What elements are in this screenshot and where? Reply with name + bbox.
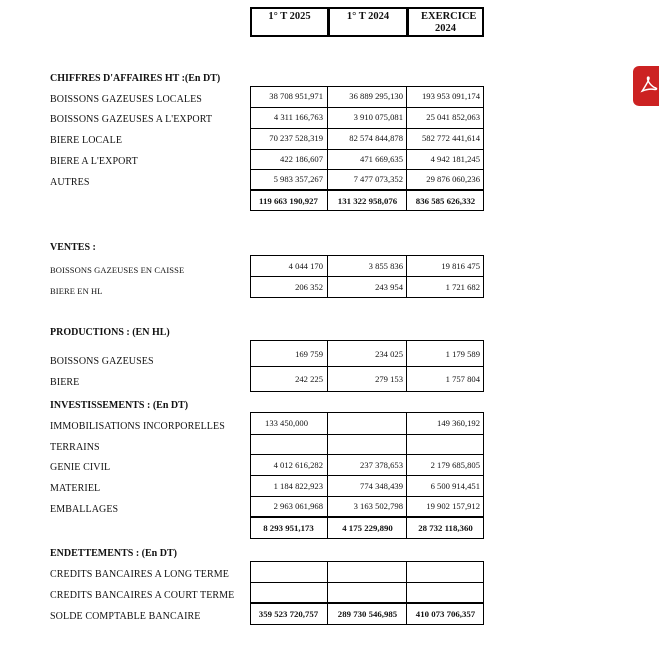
total-cell: 289 730 546,985 [337, 609, 398, 619]
table-cell: 422 186,607 [280, 154, 323, 164]
table-cell: 471 669,635 [360, 154, 403, 164]
table-cell: 279 153 [375, 374, 403, 384]
table-cell: 193 953 091,174 [421, 91, 480, 101]
row-label: CREDITS BANCAIRES A LONG TERME [50, 569, 229, 580]
row-label: BIERE EN HL [50, 286, 103, 296]
table-cell: 169 759 [295, 349, 323, 359]
adobe-pdf-icon [640, 76, 658, 94]
table-cell: 1 721 682 [445, 282, 480, 292]
table-cell: 1 184 822,923 [273, 481, 323, 491]
table-cell: 1 757 804 [445, 374, 480, 384]
table-cell: 4 942 181,245 [430, 154, 480, 164]
table-cell: 237 378,653 [360, 460, 403, 470]
section-title-ca: CHIFFRES D'AFFAIRES HT :(En DT) [50, 73, 221, 84]
total-cell: 8 293 951,173 [263, 523, 314, 533]
row-label: CREDITS BANCAIRES A COURT TERME [50, 590, 235, 601]
table-cell: 70 237 528,319 [269, 133, 323, 143]
pdf-open-button[interactable] [633, 66, 659, 106]
total-cell: 119 663 190,927 [259, 196, 318, 206]
total-cell: 836 585 626,332 [415, 196, 476, 206]
row-label: BOISSONS GAZEUSES EN CAISSE [50, 265, 185, 275]
table-cell: 4 311 166,763 [273, 112, 323, 122]
row-label: MATERIEL [50, 483, 101, 494]
table-cell: 582 772 441,614 [421, 133, 480, 143]
table-cell: 5 983 357,267 [273, 174, 323, 184]
table-cell: 82 574 844,878 [349, 133, 403, 143]
row-label: IMMOBILISATIONS INCORPORELLES [50, 421, 225, 432]
row-label: BOISSONS GAZEUSES [50, 356, 154, 367]
table-cell: 774 348,439 [360, 481, 403, 491]
total-cell: 28 732 118,360 [418, 523, 473, 533]
row-label: EMBALLAGES [50, 504, 119, 515]
section-title-endettements: ENDETTEMENTS : (En DT) [50, 548, 177, 559]
table-cell: 2 179 685,805 [430, 460, 480, 470]
table-cell: 3 855 836 [368, 261, 403, 271]
total-cell: 131 322 958,076 [337, 196, 398, 206]
total-cell: 4 175 229,890 [342, 523, 393, 533]
header-exercice-2024: EXERCICE 2024 [407, 7, 484, 37]
table-cell: 3 910 075,081 [353, 112, 403, 122]
row-label: BOISSONS GAZEUSES A L'EXPORT [50, 114, 213, 125]
section-title-productions: PRODUCTIONS : (EN HL) [50, 327, 170, 338]
row-label: SOLDE COMPTABLE BANCAIRE [50, 611, 201, 622]
row-label: BOISSONS GAZEUSES LOCALES [50, 94, 202, 105]
table-cell: 2 963 061,968 [273, 501, 323, 511]
row-label: AUTRES [50, 177, 90, 188]
table-cell: 1 179 589 [445, 349, 480, 359]
table-cell: 7 477 073,352 [353, 174, 403, 184]
table-cell: 234 025 [375, 349, 403, 359]
table-cell: 133 450,000 [265, 418, 308, 428]
table-cell: 242 225 [295, 374, 323, 384]
section-title-ventes: VENTES : [50, 242, 96, 253]
table-cell: 25 041 852,063 [426, 112, 480, 122]
row-label: GENIE CIVIL [50, 462, 111, 473]
table-cell: 36 889 295,130 [349, 91, 403, 101]
table-cell: 4 012 616,282 [273, 460, 323, 470]
table-cell: 243 954 [375, 282, 403, 292]
table-cell: 38 708 951,971 [269, 91, 323, 101]
table-cell: 206 352 [295, 282, 323, 292]
row-label: BIERE A L'EXPORT [50, 156, 138, 167]
table-cell: 4 044 170 [288, 261, 323, 271]
table-cell: 3 163 502,798 [353, 501, 403, 511]
table-cell: 6 500 914,451 [430, 481, 480, 491]
table-cell: 19 816 475 [441, 261, 480, 271]
row-label: BIERE LOCALE [50, 135, 123, 146]
total-cell: 359 523 720,757 [258, 609, 319, 619]
table-cell: 149 360,192 [437, 418, 480, 428]
header-q1-2025: 1° T 2025 [250, 7, 329, 37]
header-q1-2024: 1° T 2024 [328, 7, 408, 37]
section-title-investissements: INVESTISSEMENTS : (En DT) [50, 400, 189, 411]
row-label: TERRAINS [50, 442, 100, 453]
table-cell: 29 876 060,236 [426, 174, 480, 184]
row-label: BIERE [50, 377, 80, 388]
table-cell: 19 902 157,912 [426, 501, 480, 511]
total-cell: 410 073 706,357 [415, 609, 476, 619]
